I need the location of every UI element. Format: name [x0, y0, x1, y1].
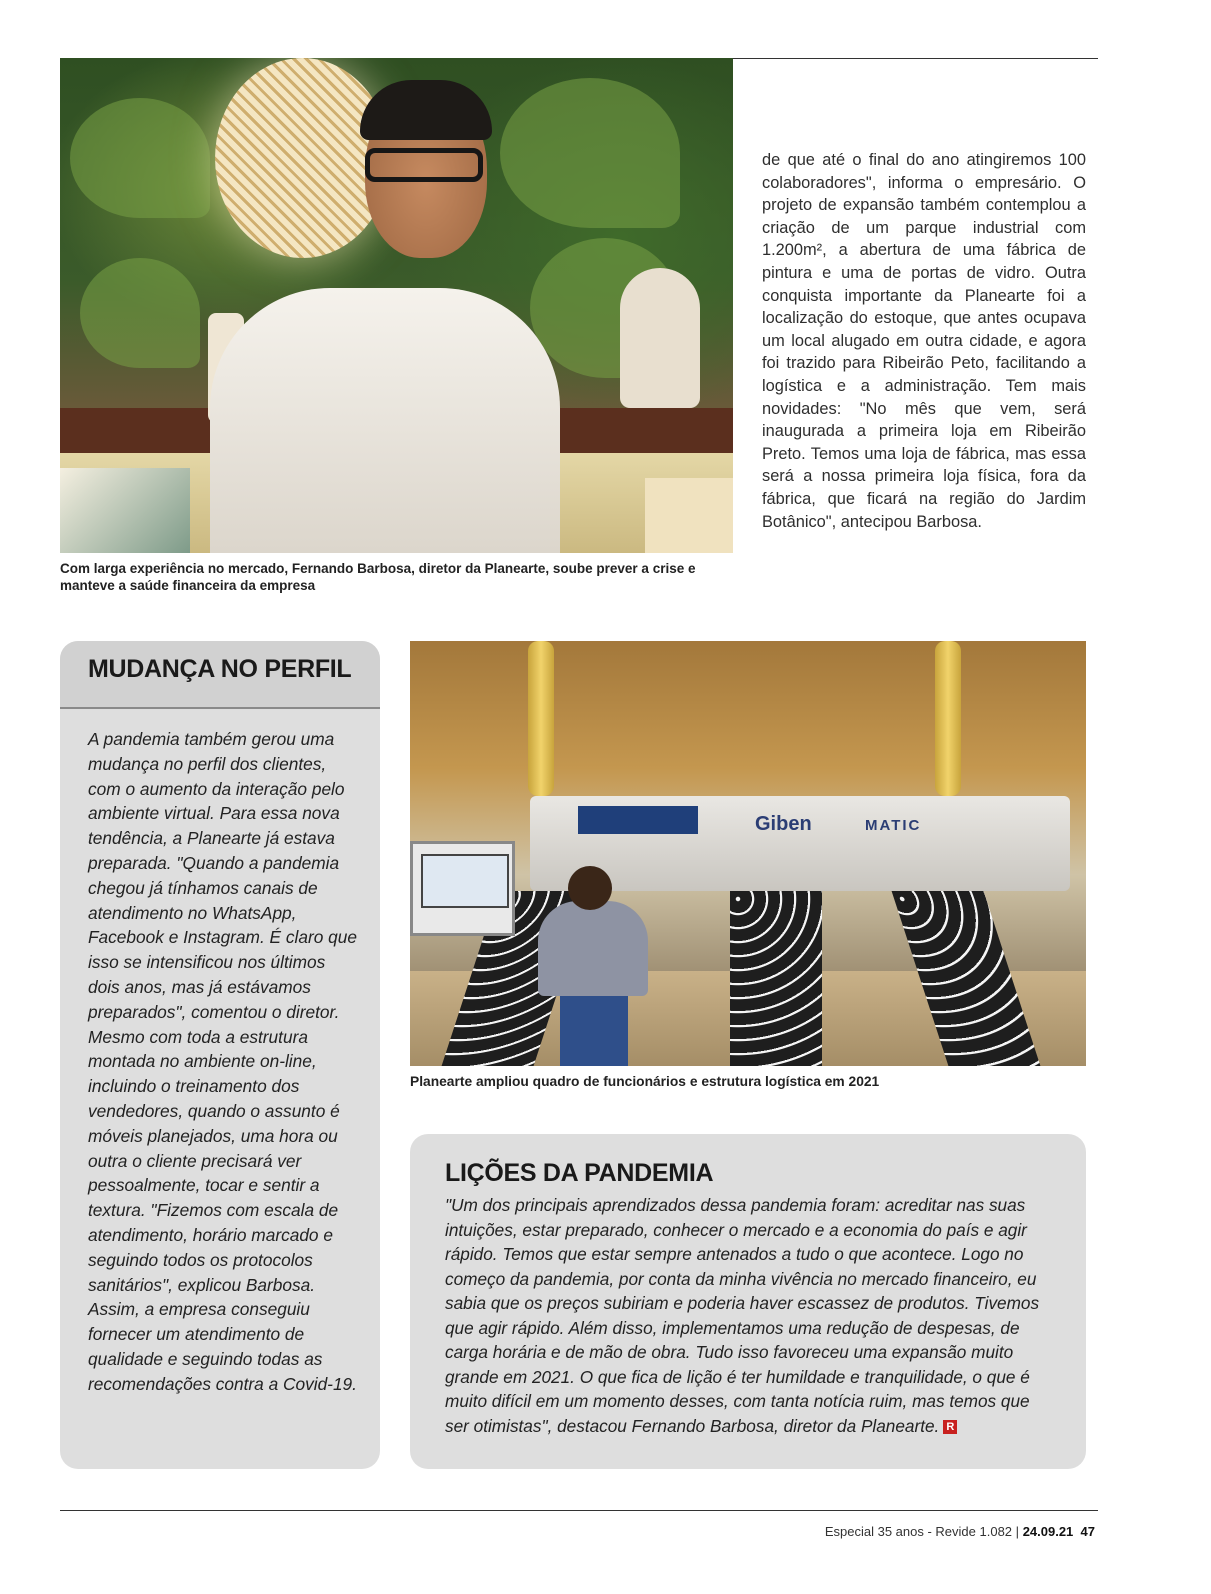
- lessons-body: [445, 1193, 1055, 1438]
- worker-head: [568, 866, 612, 910]
- end-mark-icon: R: [943, 1420, 957, 1434]
- leaf-shape: [500, 78, 680, 228]
- footer-separator: |: [1015, 1524, 1020, 1539]
- yellow-duct: [528, 641, 554, 796]
- leaf-shape: [70, 98, 210, 218]
- page-footer: [825, 1524, 1095, 1539]
- factory-caption: Planearte ampliou quadro de funcionários e estrutura logística em 2021: [410, 1074, 880, 1089]
- statue: [620, 268, 700, 408]
- machine-display: [578, 806, 698, 834]
- pillow: [645, 478, 733, 553]
- lessons-text: "Um dos principais aprendizados dessa pandemia foram: acreditar nas suas intuições, estar preparado, conhecer o mercado e a economia do país e agir rápido. Temos que estar sempre antenados a tudo o que acontece. Logo no começo da pandemia, por conta da minha vivência no mercado financeiro, eu sabia que os preços subiriam e poderia haver escassez de produtos. Tivemos que agir rápido. Além disso, implementamos uma redução de despesas, de carga horária e de mão de obra. Tudo isso favoreceu uma expansão muito grande em 2021. O que fica de lição é ter humildade e tranquilidade, o que é muito difícil em um momento desses, com tanta notícia ruim, mas temos que ser otimistas", destacou Fernando Barbosa, diretor da Planearte.: [445, 1195, 1040, 1436]
- factory-photo: [410, 641, 1086, 1066]
- machine-model: MATIC: [865, 817, 922, 834]
- footer-page-number: 47: [1080, 1524, 1095, 1539]
- top-rule: [732, 58, 1098, 59]
- glasses: [365, 148, 483, 182]
- bottom-rule: [60, 1510, 1098, 1511]
- lessons-title: LIÇÕES DA PANDEMIA: [445, 1159, 714, 1187]
- control-console: [410, 841, 515, 936]
- footer-publication: Especial 35 anos - Revide 1.082: [824, 1524, 1013, 1539]
- worker-shirt: [538, 901, 648, 996]
- worker-jeans: [560, 996, 628, 1066]
- portrait-caption: Com larga experiência no mercado, Fernando Barbosa, diretor da Planearte, soube prever a crise e manteve a saúde financeira da empresa: [60, 561, 696, 593]
- yellow-duct: [935, 641, 961, 796]
- portrait-photo: [60, 58, 733, 553]
- person-shirt: [210, 288, 560, 553]
- person-hair: [360, 80, 492, 140]
- article-column: de que até o final do ano atingiremos 100 colaboradores", informa o empresário. O projeto de expansão também contemplou a criação de um parque industrial com 1.200m², a abertura de uma fábrica de pintura e uma de portas de vidro. Outra conquista importante da Planearte foi a localização do estoque, que antes ocupava um local alugado em outra cidade, e agora foi trazido para Ribeirão Peto, facilitando a logística e a administração. Tem mais novidades: "No mês que vem, será inaugurada a primeira loja em Ribeirão Preto. Temos uma loja de fábrica, mas essa será a nossa primeira loja física, fora da fábrica, que ficará na região do Jardim Botânico", antecipou Barbosa.: [762, 151, 1086, 531]
- worker: [538, 866, 648, 1066]
- console-screen: [421, 854, 509, 908]
- footer-date: 24.09.21: [1022, 1524, 1074, 1539]
- sidebar-box: [60, 641, 380, 1469]
- lessons-box: [410, 1134, 1086, 1469]
- leaf-shape: [80, 258, 200, 368]
- pillow: [60, 468, 190, 553]
- sidebar-body: A pandemia também gerou uma mudança no perfil dos clientes, com o aumento da interação pelo ambiente virtual. Para essa nova tendência, a Planearte já estava preparada. "Quando a pandemia chegou já tínhamos canais de atendimento no WhatsApp, Facebook e Instagram. É claro que isso se intensificou nos últimos dois anos, mas já estávamos preparados", comentou o diretor. Mesmo com toda a estrutura montada no ambiente on-line, incluindo o treinamento dos vendedores, quando o assunto é móveis planejados, uma hora ou outra o cliente precisará ver pessoalmente, tocar e sentir a textura. "Fizemos com escala de atendimento, horário marcado e seguindo todos os protocolos sanitários", explicou Barbosa. Assim, a empresa conseguiu fornecer um atendimento de qualidade e seguindo todas as recomendações contra a Covid-19.: [88, 729, 357, 1394]
- machine-brand: Giben: [755, 813, 812, 835]
- sidebar-title: MUDANÇA NO PERFIL: [88, 655, 352, 683]
- conveyor-table: [730, 891, 822, 1066]
- wicker-lamp: [215, 58, 390, 258]
